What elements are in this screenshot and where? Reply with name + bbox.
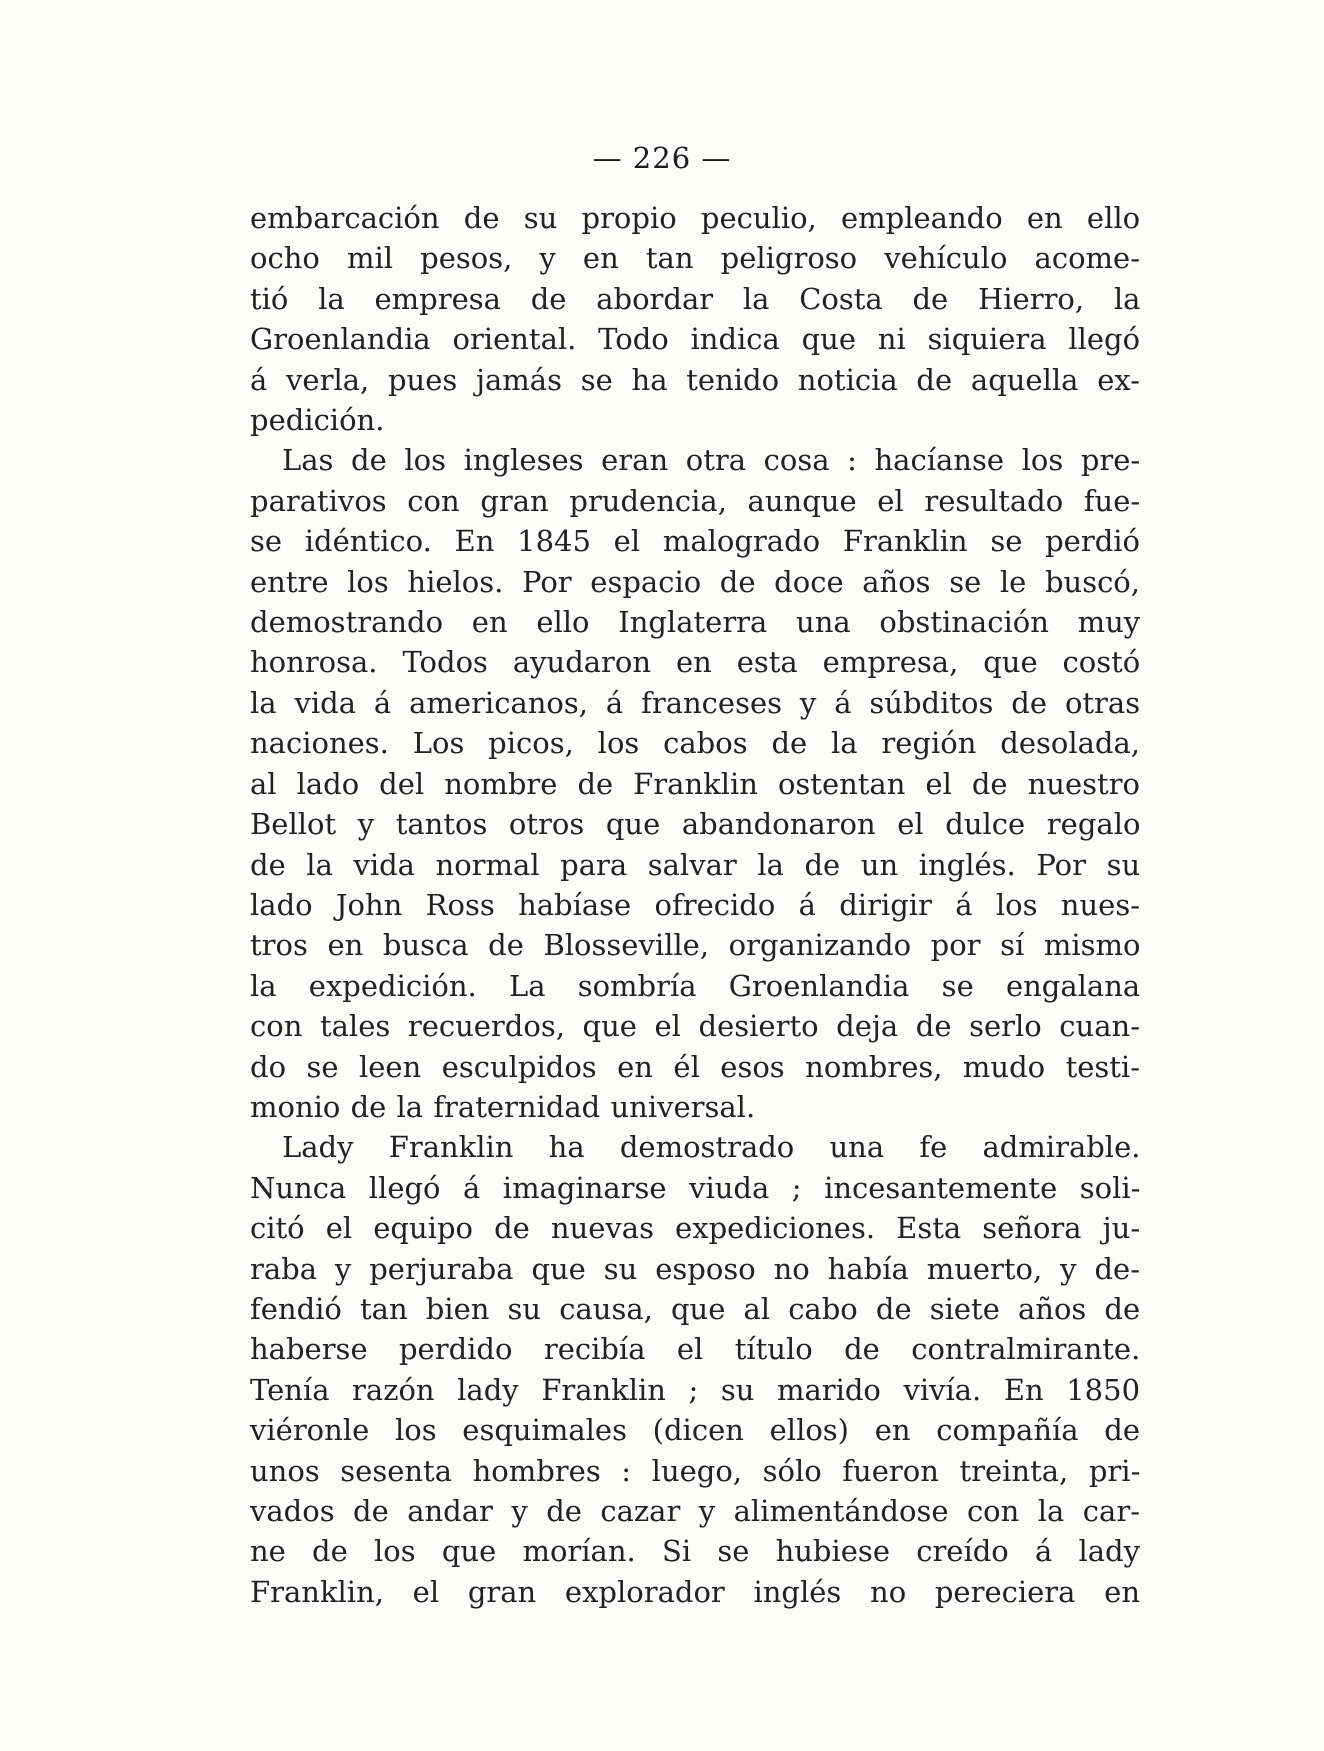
paragraph-2 bbox=[250, 440, 1140, 1127]
text-line: la expedición. La sombría Groenlandia se engalana bbox=[250, 968, 1141, 1003]
text-line: parativos con gran prudencia, aunque el resultado fue- bbox=[250, 483, 1141, 518]
text-line: Bellot y tantos otros que abandonaron el dulce regalo bbox=[250, 807, 1141, 842]
text-line: demostrando en ello Inglaterra una obstinación muy bbox=[250, 605, 1141, 640]
text-line: haberse perdido recibía el título de contralmirante. bbox=[250, 1332, 1141, 1367]
text-line: tió la empresa de abordar la Costa de Hierro, la bbox=[250, 281, 1141, 316]
text-line: ocho mil pesos, y en tan peligroso vehículo acome- bbox=[250, 241, 1140, 276]
text-line: citó el equipo de nuevas expediciones. Esta señora ju- bbox=[250, 1211, 1141, 1246]
text-line: honrosa. Todos ayudaron en esta empresa, que costó bbox=[250, 645, 1141, 680]
page-number: — 226 — bbox=[592, 141, 732, 175]
text-line: de la vida normal para salvar la de un inglés. Por su bbox=[250, 847, 1141, 882]
text-line: pedición. bbox=[250, 403, 385, 438]
text-line: se idéntico. En 1845 el malogrado Franklin se perdió bbox=[250, 524, 1140, 559]
text-line: á verla, pues jamás se ha tenido noticia de aquella ex- bbox=[250, 362, 1140, 397]
text-line: viéronle los esquimales (dicen ellos) en compañía de bbox=[250, 1413, 1140, 1448]
text-line: Groenlandia oriental. Todo indica que ni siquiera llegó bbox=[250, 322, 1141, 357]
paragraph-1 bbox=[250, 198, 1140, 440]
text-line: la vida á americanos, á franceses y á súbditos de otras bbox=[250, 685, 1141, 720]
text-body bbox=[250, 198, 1140, 1612]
text-line: entre los hielos. Por espacio de doce años se le buscó, bbox=[250, 564, 1140, 599]
text-line: con tales recuerdos, que el desierto deja de serlo cuan- bbox=[250, 1009, 1140, 1044]
text-line: unos sesenta hombres : luego, sólo fueron treinta, pri- bbox=[250, 1453, 1141, 1488]
text-line: lado John Ross habíase ofrecido á dirigir á los nues- bbox=[250, 887, 1141, 922]
text-line: Franklin, el gran explorador inglés no pereciera en bbox=[250, 1574, 1140, 1609]
text-line: ne de los que morían. Si se hubiese creído á lady bbox=[250, 1534, 1141, 1569]
text-line: embarcación de su propio peculio, empleando en ello bbox=[250, 201, 1141, 235]
text-line: fendió tan bien su causa, que al cabo de siete años de bbox=[250, 1291, 1141, 1326]
text-line: Las de los ingleses eran otra cosa : hacíanse los pre- bbox=[282, 443, 1141, 478]
text-line: tros en busca de Blosseville, organizando por sí mismo bbox=[250, 928, 1141, 963]
text-line: Lady Franklin ha demostrado una fe admirable. bbox=[282, 1130, 1141, 1165]
text-line: vados de andar y de cazar y alimentándose con la car- bbox=[250, 1494, 1140, 1528]
text-line: naciones. Los picos, los cabos de la región desolada, bbox=[250, 726, 1140, 761]
text-line: do se leen esculpidos en él esos nombres, mudo testi- bbox=[250, 1049, 1140, 1084]
text-line: monio de la fraternidad universal. bbox=[250, 1089, 756, 1124]
text-line: raba y perjuraba que su esposo no había muerto, y de- bbox=[250, 1251, 1140, 1286]
text-line: al lado del nombre de Franklin ostentan el de nuestro bbox=[250, 766, 1140, 801]
paragraph-3 bbox=[250, 1127, 1140, 1612]
text-line: Tenía razón lady Franklin ; su marido vivía. En 1850 bbox=[250, 1372, 1141, 1407]
text-line: Nunca llegó á imaginarse viuda ; incesantemente soli- bbox=[250, 1170, 1141, 1205]
